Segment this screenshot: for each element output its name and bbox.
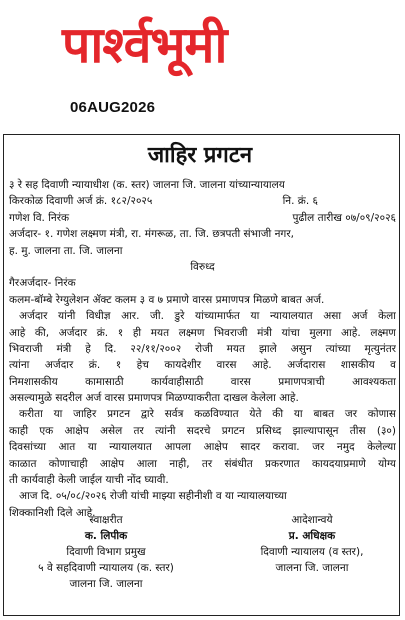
signatory-left-line: दिवाणी विभाग प्रमुख — [66, 546, 146, 558]
body-line: आहे की, अर्जदार क्रं. १ ही मयत लक्ष्मण भिवराजी मंत्री यांचा मुलगा आहे. लक्ष्मण — [9, 326, 396, 339]
signatory-right-title: आदेशान्वये — [291, 514, 333, 526]
next-hearing-date: पुढील तारीख ०७/०९/२०२६ — [292, 211, 396, 224]
versus: विरुध्द — [190, 260, 215, 273]
body-line: अर्जदार यांनी विधीज्ञ आर. जी. डुरे यांच्यामार्फत या न्यायालयात असा अर्ज केला — [19, 310, 396, 323]
body-line: करीता या जाहिर प्रगटन द्वारे सर्वत्र कळविण्यात येते की या बाबत जर कोणास — [19, 408, 396, 421]
body-line: निमशासकीय कामासाठी कार्यवाहीसाठी वारस प्रमाणपत्राची आवश्यकता — [9, 375, 396, 388]
body-line: भिवराजी मंत्री हे दि. २२/११/२००२ रोजी मयत झाले असुन त्यांच्या मृत्युनंतर — [9, 342, 396, 355]
case-number: किरकोळ दिवाणी अर्ज क्रं. १८२/२०२५ — [9, 195, 153, 208]
newspaper-logo: पार्श्वभूमी — [62, 16, 227, 74]
signatory-left-line: ५ वे सहदिवाणी न्यायालय (क. स्तर) — [38, 562, 174, 574]
case-line — [9, 193, 396, 209]
signatory-left-name: क. लिपीक — [84, 530, 128, 542]
notice-heading: जाहिर प्रगटन — [147, 143, 253, 168]
body-line: काही एक आक्षेप असेल तर त्यांनी सदरचे प्रगटन प्रसिध्द झाल्यापासून तीस (३०) — [9, 424, 396, 437]
court-name: ३ रे सह दिवाणी न्यायाधीश (क. स्तर) जालना जि. जालना यांच्यान्यायालय — [9, 179, 285, 191]
body-line: असल्यामुळे सदरील अर्ज वारस प्रमाणपत्र मिळण्याकरीता दाखल केलेला आहे. — [9, 392, 299, 405]
applicant-line-1: अर्जदार- १. गणेश लक्ष्मण मंत्री, रा. मंगरूळ, ता. जि. छत्रपती संभाजी नगर, — [9, 228, 294, 241]
signatory-left-line: जालना जि. जालना — [69, 578, 143, 590]
respondent-name: गणेश वि. निरंक — [9, 211, 70, 224]
signatory-right-line: दिवाणी न्यायालय (व स्तर), — [260, 546, 364, 558]
notice-body — [9, 177, 396, 521]
body-line: दिवसांच्या आत या न्यायालयात आपला आक्षेप सादर करावा. जर नमुद केलेल्या — [9, 441, 396, 454]
signatory-right-name: प्र. अधिक्षक — [288, 530, 336, 542]
publication-date: 06AUG2026 — [70, 99, 156, 116]
signatory-right — [226, 512, 398, 576]
order-number: नि. क्रं. ६ — [282, 195, 318, 208]
non-applicant: गैरअर्जदार- निरंक — [9, 277, 76, 290]
body-line: काळात कोणाचाही आक्षेप आला नाही, तर संबंधीत प्रकरणात कायदयाप्रमाणे योग्य — [9, 457, 396, 470]
signatory-left — [6, 512, 206, 592]
newspaper-masthead — [0, 0, 405, 90]
body-line: कलम-बॉम्बे रेग्युलेशन ॲक्ट कलम ३ व ७ प्रमाणे वारस प्रमाणपत्र मिळणे बाबत अर्ज. — [9, 293, 325, 306]
body-line: शिक्कानिशी दिले आहे. — [9, 506, 96, 519]
body-line: त्यांना अर्जदार क्रं. १ हेच कायदेशीर वारस आहे. अर्जदारास शासकीय व — [9, 359, 396, 372]
public-notice — [3, 134, 400, 616]
signatory-left-title: स्वाक्षरीत — [89, 514, 123, 526]
body-line: आज दि. ०५/०८/२०२६ रोजी यांची माझ्या सहीनीशी व या न्यायालयाच्या — [19, 490, 287, 503]
applicant-line-2: ह. मु. जालना ता. जि. जालना — [9, 244, 123, 257]
body-line: ती कार्यवाही केली जाईल याची नोंद घ्यावी. — [9, 474, 169, 487]
party-date-line — [9, 210, 396, 226]
signatory-right-line: जालना जि. जालना — [275, 562, 349, 574]
